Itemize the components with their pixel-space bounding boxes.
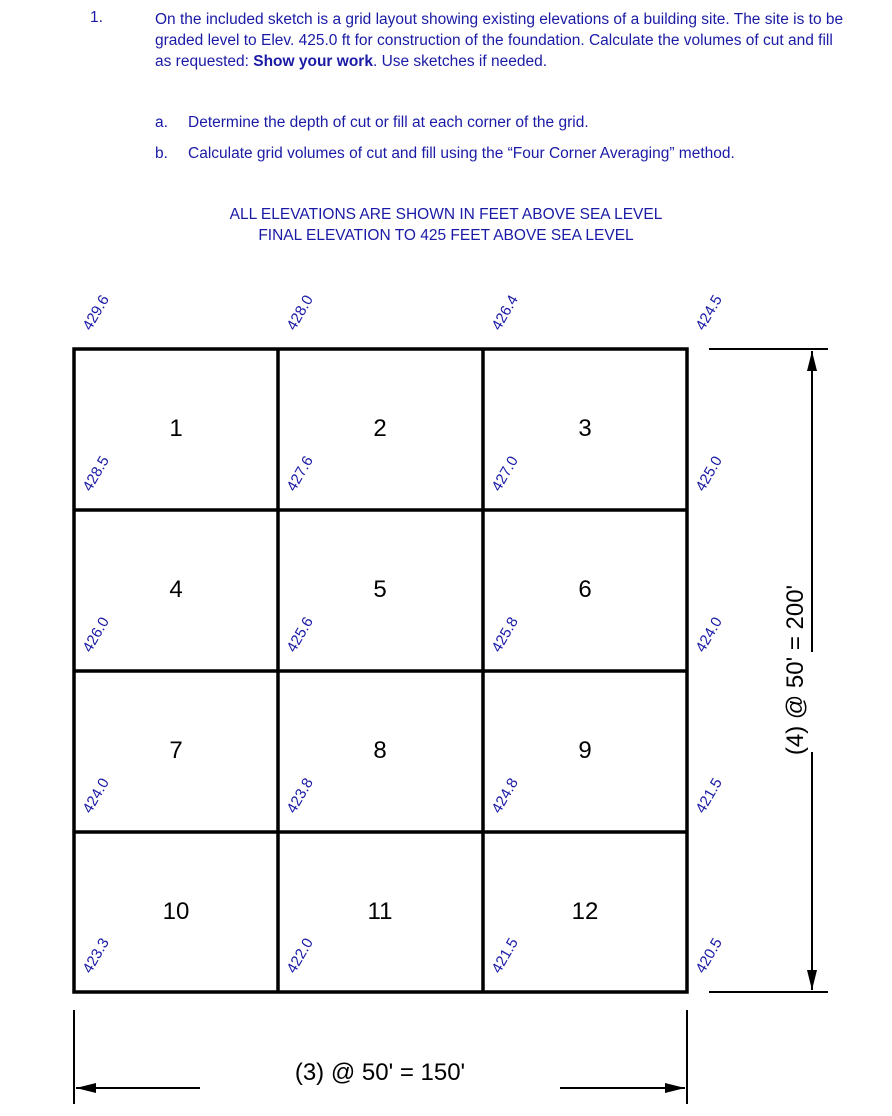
vertical-dimension <box>709 349 828 992</box>
elevation-label: 425.8 <box>488 614 522 656</box>
part-b-letter: b. <box>155 145 168 162</box>
problem-emphasis: Show your work <box>253 53 373 70</box>
elevation-label: 420.5 <box>692 935 726 977</box>
cell-number: 12 <box>571 898 599 925</box>
cell-number: 2 <box>373 415 387 442</box>
part-a-letter: a. <box>155 114 168 131</box>
cell-number: 5 <box>373 576 387 603</box>
cell-number: 11 <box>367 898 393 925</box>
elevation-label: 424.0 <box>692 614 726 656</box>
elevation-label: 424.5 <box>692 292 726 334</box>
problem-intro: On the included sketch is a grid layout showing existing elevations of a building site. The site is to be graded level to Elev. 425.0 ft for construction of the foundation. Calculate the volumes of cut and fill as requested: <box>155 11 844 70</box>
grid-lines <box>74 349 687 992</box>
elevation-label: 425.6 <box>283 614 317 656</box>
elevation-label: 424.0 <box>79 775 113 817</box>
cell-number: 9 <box>578 737 592 764</box>
horizontal-dimension <box>74 1010 687 1104</box>
elevation-label: 421.5 <box>488 935 522 977</box>
elevation-labels <box>79 292 725 976</box>
cell-number: 6 <box>578 576 592 603</box>
cell-number: 4 <box>169 576 183 603</box>
elevation-label: 423.8 <box>283 775 317 817</box>
elevation-label: 427.0 <box>488 453 522 495</box>
part-a-text: Determine the depth of cut or fill at each corner of the grid. <box>188 114 589 131</box>
elevation-label: 424.8 <box>488 775 522 817</box>
elevation-label: 428.5 <box>79 453 113 495</box>
elevation-label: 426.4 <box>488 292 522 334</box>
elevation-label: 428.0 <box>283 292 317 334</box>
elevation-label: 426.0 <box>79 614 113 656</box>
cell-number: 7 <box>169 737 183 764</box>
cell-number: 3 <box>578 415 592 442</box>
vertical-dimension-label: (4) @ 50' = 200' <box>782 584 809 756</box>
problem-intro-end: . Use sketches if needed. <box>372 53 547 70</box>
elevation-label: 423.3 <box>79 935 113 977</box>
note-elevations: ALL ELEVATIONS ARE SHOWN IN FEET ABOVE SEA LEVEL <box>229 206 663 223</box>
cell-number: 1 <box>169 415 183 442</box>
elevation-label: 427.6 <box>283 453 317 495</box>
elevation-label: 429.6 <box>79 292 113 334</box>
cell-number: 10 <box>162 898 190 925</box>
elevation-label: 421.5 <box>692 775 726 817</box>
note-final-elevation: FINAL ELEVATION TO 425 FEET ABOVE SEA LEVEL <box>258 227 634 244</box>
part-b-text: Calculate grid volumes of cut and fill using the “Four Corner Averaging” method. <box>188 145 735 162</box>
elevation-label: 422.0 <box>283 935 317 977</box>
problem-number: 1. <box>90 9 103 26</box>
horizontal-dimension-label: (3) @ 50' = 150' <box>294 1059 466 1086</box>
elevation-label: 425.0 <box>692 453 726 495</box>
cell-number: 8 <box>373 737 387 764</box>
